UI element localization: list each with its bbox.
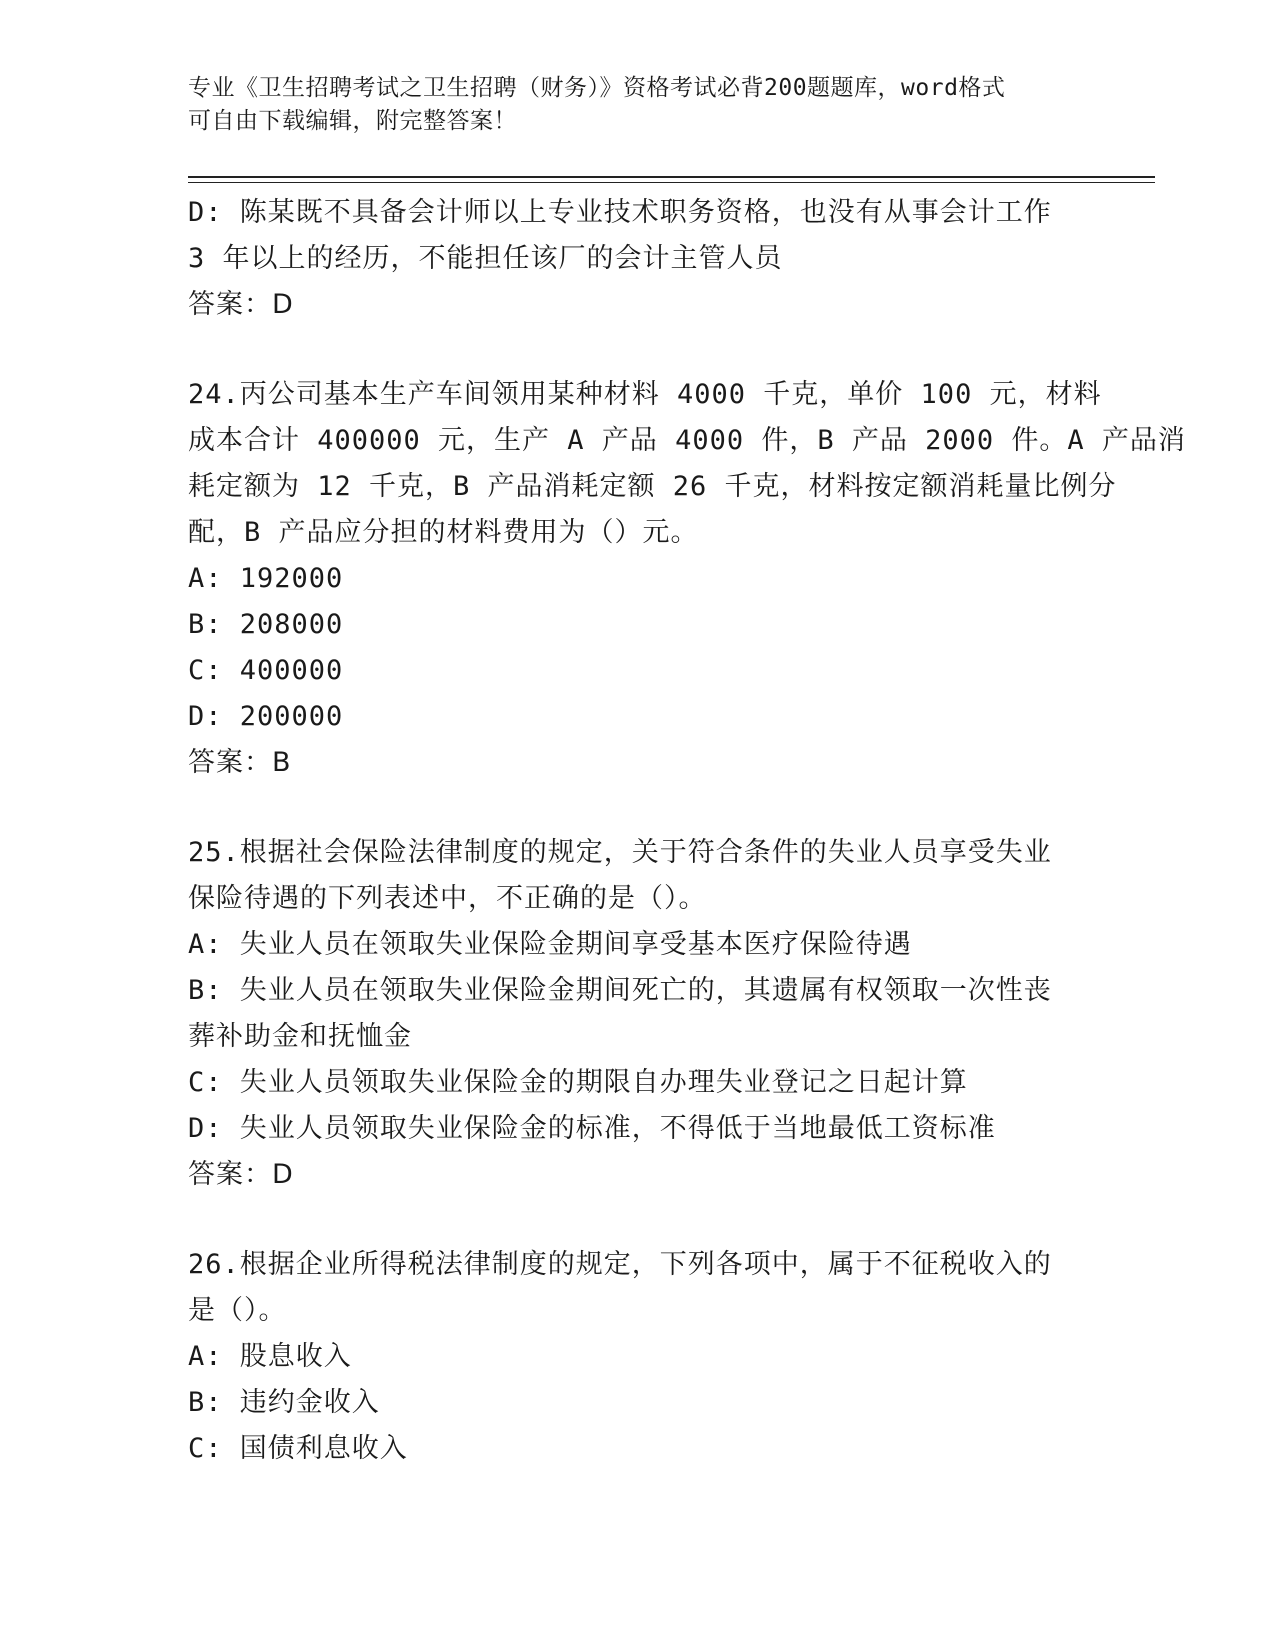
option-d: D: 失业人员领取失业保险金的标准，不得低于当地最低工资标准	[188, 1113, 996, 1144]
answer: 答案：D	[188, 1159, 294, 1190]
option-c: C: 国债利息收入	[188, 1433, 408, 1464]
option-b: B: 违约金收入	[188, 1387, 380, 1418]
question-text-line: 保险待遇的下列表述中，不正确的是（）。	[188, 883, 707, 914]
option-b-continued: 葬补助金和抚恤金	[188, 1021, 412, 1052]
question-26	[188, 1242, 1088, 1472]
option-d: D: 陈某既不具备会计师以上专业技术职务资格，也没有从事会计工作	[188, 197, 1052, 228]
option-c: C: 失业人员领取失业保险金的期限自办理失业登记之日起计算	[188, 1067, 968, 1098]
option-a: A: 失业人员在领取失业保险金期间享受基本医疗保险待遇	[188, 929, 912, 960]
question-23-tail	[188, 190, 1088, 328]
question-25	[188, 830, 1088, 1198]
spacer	[188, 786, 1088, 830]
option-b: B: 失业人员在领取失业保险金期间死亡的，其遗属有权领取一次性丧	[188, 975, 1052, 1006]
question-24	[188, 372, 1186, 786]
answer: 答案：B	[188, 747, 292, 778]
question-text-line: 耗定额为 12 千克，B 产品消耗定额 26 千克，材料按定额消耗量比例分	[188, 471, 1117, 502]
question-text-line: 25.根据社会保险法律制度的规定，关于符合条件的失业人员享受失业	[188, 837, 1052, 868]
header-rule-thin	[188, 182, 1155, 183]
option-c: C: 400000	[188, 655, 344, 686]
spacer	[188, 328, 1088, 372]
option-d: D: 200000	[188, 701, 344, 732]
question-text-line: 成本合计 400000 元，生产 A 产品 4000 件，B 产品 2000 件。A 产品消	[188, 425, 1186, 456]
option-a: A: 股息收入	[188, 1341, 352, 1372]
answer: 答案：D	[188, 289, 294, 320]
option-a: A: 192000	[188, 563, 344, 594]
question-text-line: 24.丙公司基本生产车间领用某种材料 4000 千克，单价 100 元，材料	[188, 379, 1102, 410]
document-header	[188, 72, 1068, 138]
header-line-2: 可自由下载编辑，附完整答案！	[188, 108, 517, 134]
option-d-continued: 3 年以上的经历，不能担任该厂的会计主管人员	[188, 243, 783, 274]
header-line-1: 专业《卫生招聘考试之卫生招聘（财务）》资格考试必背200题题库，word格式	[188, 75, 1006, 101]
question-text-line: 26.根据企业所得税法律制度的规定，下列各项中，属于不征税收入的	[188, 1249, 1052, 1280]
header-rule-thick	[188, 176, 1155, 178]
spacer	[188, 1198, 1088, 1242]
question-text-line: 是（）。	[188, 1295, 287, 1326]
question-text-line: 配，B 产品应分担的材料费用为（）元。	[188, 517, 699, 548]
document-body	[188, 190, 1186, 1472]
option-b: B: 208000	[188, 609, 344, 640]
